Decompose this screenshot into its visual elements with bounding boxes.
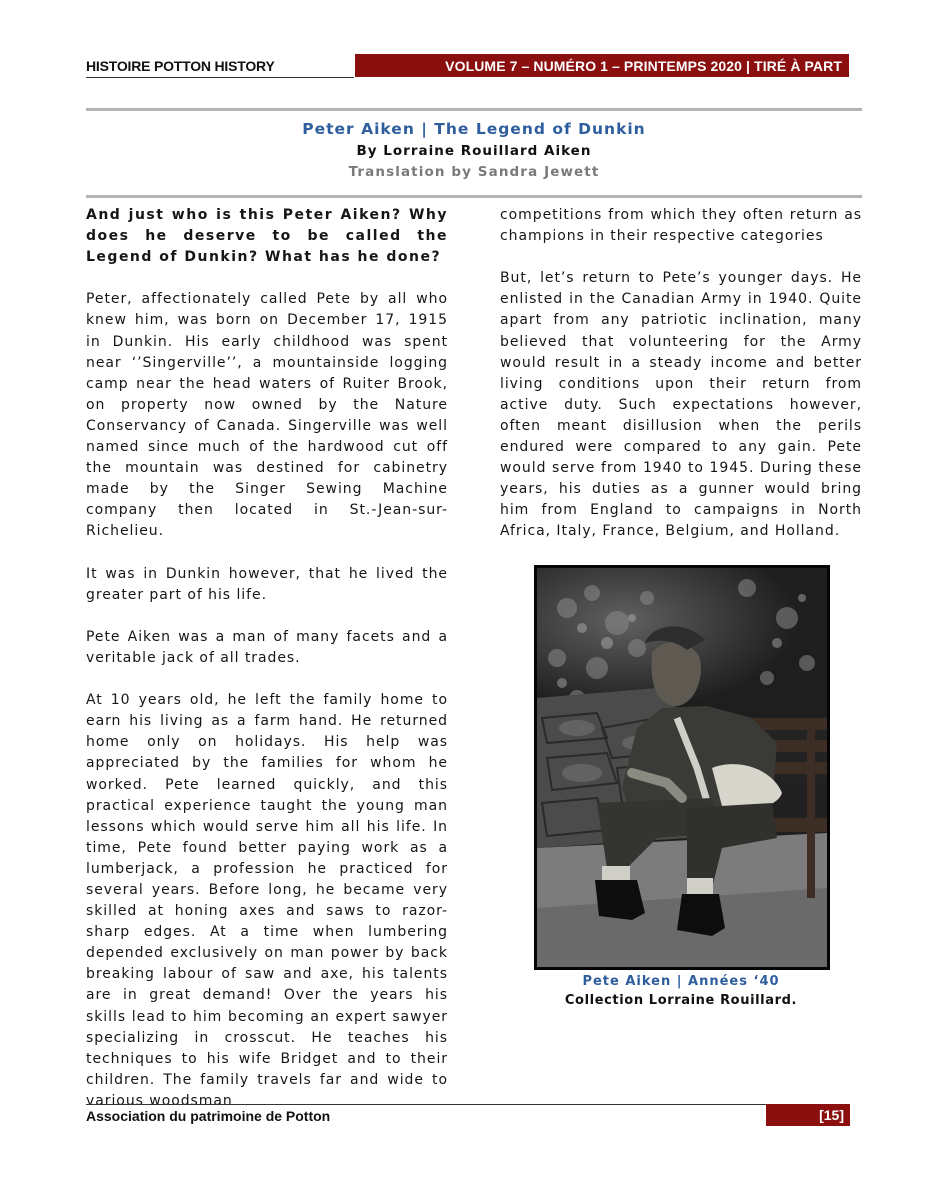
body-paragraph: It was in Dunkin however, that he lived the greater part of his life. <box>86 565 448 603</box>
title-top-rule <box>86 108 862 111</box>
footer-association: Association du patrimoine de Potton <box>86 1104 766 1126</box>
left-column <box>86 205 448 1133</box>
issue-banner: VOLUME 7 – NUMÉRO 1 – PRINTEMPS 2020 | TIRÉ À PART <box>355 54 849 77</box>
photo-caption-title: Pete Aiken | Années ‘40 <box>582 974 780 989</box>
publication-name: HISTOIRE POTTON HISTORY <box>86 56 354 78</box>
article-title: Peter Aiken | The Legend of Dunkin <box>302 120 646 138</box>
photo-credit: Collection Lorraine Rouillard. <box>564 993 798 1008</box>
title-block <box>86 118 862 182</box>
photo-caption <box>500 972 862 1010</box>
article-byline: By Lorraine Rouillard Aiken <box>356 143 592 159</box>
body-paragraph: Pete Aiken was a man of many facets and a veritable jack of all trades. <box>86 628 448 666</box>
body-paragraph: At 10 years old, he left the family home to earn his living as a farm hand. He returned home only on holidays. His help was appreciated by the families for whom he worked. Pete learned quickly, and this practical experience taught the young man lessons which would serve him all his life. In time, Pete found better paying work as a lumberjack, a profession he practiced for several years. Before long, he became very skilled at honing axes and saws to razor-sharp edges. At a time when lumbering depended exclusively on man power by back breaking labour of saw and axe, his talents are in great demand! Over the years his skills lead to him becoming an expert sawyer specializing in crosscut. He teaches his techniques to his wife Bridget and to their children. The family travels far and wide to various woodsman <box>86 692 448 1109</box>
soldier-photo <box>534 565 830 970</box>
body-paragraph: competitions from which they often return as champions in their respective categories <box>500 207 862 245</box>
body-paragraph: But, let’s return to Pete’s younger days. He enlisted in the Canadian Army in 1940. Quite apart from any patriotic inclination, many believed that volunteering for the Army would result in a steady income and better living conditions upon their return from active duty. Such expectations however, often meant disillusion when the perils endured were compared to any gain. Pete would serve from 1940 to 1945. During these years, his duties as a gunner would bring him from England to campaigns in North Africa, Italy, France, Belgium, and Holland. <box>500 270 862 540</box>
article-translation-credit: Translation by Sandra Jewett <box>348 164 600 180</box>
body-paragraph: Peter, affectionately called Pete by all who knew him, was born on December 17, 1915 in Dunkin. His early childhood was spent near ‘’Singerville’’, a mountainside logging camp near the head waters of Ruiter Brook, on property now owned by the Nature Conservancy of Canada. Singerville was well named since much of the hardwood cut off the mountain was destined for cabinetry made by the Singer Sewing Machine company then located in St.-Jean-sur-Richelieu. <box>86 291 448 540</box>
lead-question-paragraph: And just who is this Peter Aiken? Why does he deserve to be called the Legend of Dunkin? What has he done? <box>86 207 448 266</box>
soldier-photo-illustration <box>537 568 827 967</box>
right-column <box>500 205 862 564</box>
page-number: [15] <box>766 1104 850 1126</box>
title-bottom-rule <box>86 195 862 198</box>
